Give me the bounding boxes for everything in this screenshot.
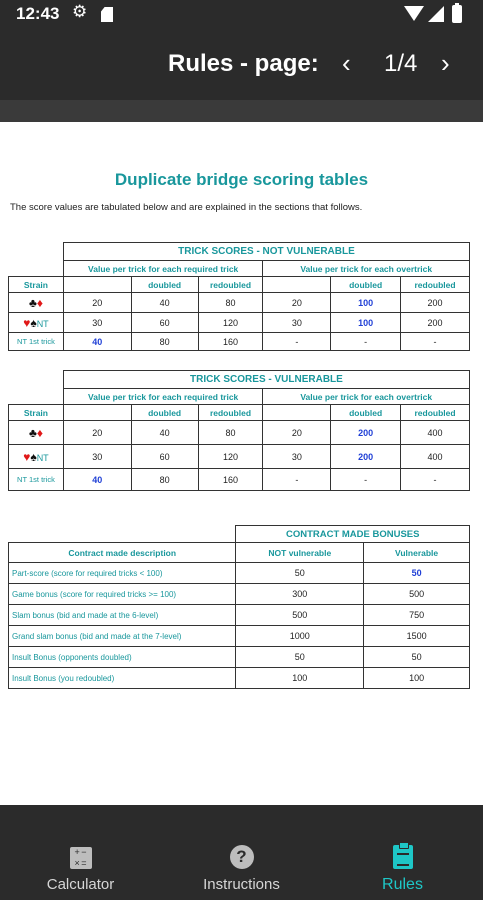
bonus-description: Insult Bonus (you redoubled) [9,668,236,689]
clubs-icon: ♣ [28,295,37,310]
strain-hearts-spades-nt: ♥♠NT [9,445,64,469]
bonus-description: Part-score (score for required tricks < 100) [9,563,236,584]
table-title: CONTRACT MADE BONUSES [236,526,470,543]
score-cell: 200 [331,421,401,445]
status-bar [0,0,483,28]
score-cell: 30 [63,445,131,469]
column-header: NOT vulnerable [236,543,364,563]
score-cell: 200 [401,313,470,333]
bonus-description: Slam bonus (bid and made at the 6-level) [9,605,236,626]
bonus-value: 100 [236,668,364,689]
column-header: Vulnerable [364,543,470,563]
table-row [9,584,470,605]
tab-label: Instructions [203,876,280,893]
score-cell: 160 [198,333,263,351]
bonus-value: 1500 [364,626,470,647]
bonus-value: 300 [236,584,364,605]
hearts-icon: ♥ [23,315,31,330]
score-cell: 80 [131,333,198,351]
score-cell: - [401,333,470,351]
chevron-left-icon[interactable]: ‹ [342,48,351,78]
settings-icon: ⚙ [72,2,88,21]
signal-icon [428,6,444,22]
table-row [9,313,470,333]
toolbar-divider [0,100,483,122]
score-cell: - [263,469,331,491]
column-header: doubled [331,277,401,293]
clubs-icon: ♣ [28,425,37,440]
strain-nt-first-trick: NT 1st trick [9,469,64,491]
spades-icon: ♠ [30,449,37,464]
column-header: Contract made description [9,543,236,563]
bonus-value: 50 [364,563,470,584]
table-row [9,445,470,469]
bonus-value: 50 [236,563,364,584]
column-header: redoubled [401,277,470,293]
sd-card-icon [101,7,113,22]
strain-clubs-diamonds [9,293,64,313]
column-group-header: Value per trick for each required trick [63,389,263,405]
score-cell: 40 [63,469,131,491]
app-bar [0,28,483,100]
score-cell: 30 [263,313,331,333]
bonus-value: 750 [364,605,470,626]
score-cell: 30 [263,445,331,469]
table-row [9,421,470,445]
wifi-icon [404,6,424,21]
column-header [63,277,131,293]
bottom-navigation [0,805,483,900]
score-cell: 160 [198,469,263,491]
score-cell: 40 [63,333,131,351]
column-group-header: Value per trick for each overtrick [263,261,470,277]
page-indicator: 1/4 [384,50,418,77]
trick-scores-not-vulnerable-table [8,242,470,351]
page-title: Rules - page: [168,50,319,77]
score-cell: 100 [331,293,401,313]
table-row [9,333,470,351]
score-cell: 200 [401,293,470,313]
calculator-icon [70,847,92,869]
diamonds-icon: ♦ [36,295,43,310]
tab-calculator[interactable] [0,805,161,900]
chevron-right-icon[interactable]: › [441,48,450,78]
score-cell: 100 [331,313,401,333]
trick-scores-vulnerable-table [8,370,470,491]
score-cell: 120 [198,313,263,333]
strain-header: Strain [9,277,64,293]
bonus-description: Grand slam bonus (bid and made at the 7-level) [9,626,236,647]
column-header: doubled [131,277,198,293]
table-row [9,605,470,626]
score-cell: - [401,469,470,491]
table-title: TRICK SCORES - VULNERABLE [63,371,469,389]
bonus-description: Game bonus (score for required tricks >= 100) [9,584,236,605]
column-header: redoubled [198,277,263,293]
battery-icon [452,5,462,23]
tab-label: Rules [382,876,423,893]
document-intro: The score values are tabulated below and are explained in the sections that follows. [10,202,363,213]
score-cell: 60 [131,445,198,469]
bonus-description: Insult Bonus (opponents doubled) [9,647,236,668]
clipboard-icon [393,845,413,869]
help-icon: ? [230,845,254,869]
score-cell: 20 [63,421,131,445]
score-cell: - [331,333,401,351]
column-header: redoubled [401,405,470,421]
score-cell: 120 [198,445,263,469]
column-header [263,277,331,293]
strain-clubs-diamonds [9,421,64,445]
score-cell: - [263,333,331,351]
tab-instructions[interactable] [161,805,322,900]
document-title: Duplicate bridge scoring tables [114,170,369,189]
bonus-value: 50 [364,647,470,668]
status-time: 12:43 [16,4,60,23]
score-cell: 30 [63,313,131,333]
column-header [263,405,331,421]
hearts-icon: ♥ [23,449,31,464]
score-cell: 200 [331,445,401,469]
contract-bonuses-table [8,525,470,689]
score-cell: 40 [131,293,198,313]
score-cell: 60 [131,313,198,333]
column-header [63,405,131,421]
score-cell: 80 [131,469,198,491]
spades-icon: ♠ [30,315,37,330]
column-group-header: Value per trick for each required trick [63,261,263,277]
column-header: redoubled [198,405,263,421]
table-row [9,626,470,647]
bonus-value: 1000 [236,626,364,647]
table-row [9,563,470,584]
score-cell: 400 [401,445,470,469]
column-header: doubled [131,405,198,421]
column-header: doubled [331,405,401,421]
table-row [9,293,470,313]
strain-nt-first-trick: NT 1st trick [9,333,64,351]
column-group-header: Value per trick for each overtrick [263,389,470,405]
table-title: TRICK SCORES - NOT VULNERABLE [63,243,469,261]
tab-label: Calculator [46,876,115,893]
table-row [9,668,470,689]
score-cell: 80 [198,293,263,313]
score-cell: 80 [198,421,263,445]
diamonds-icon: ♦ [36,425,43,440]
score-cell: - [331,469,401,491]
table-row [9,469,470,491]
score-cell: 20 [263,293,331,313]
bonus-value: 500 [364,584,470,605]
score-cell: 20 [263,421,331,445]
tab-rules[interactable] [322,805,483,900]
bonus-value: 100 [364,668,470,689]
bonus-value: 50 [236,647,364,668]
table-row [9,647,470,668]
rules-document[interactable] [0,122,483,805]
strain-header: Strain [9,405,64,421]
strain-hearts-spades-nt: ♥♠NT [9,313,64,333]
score-cell: 40 [131,421,198,445]
bonus-value: 500 [236,605,364,626]
score-cell: 20 [63,293,131,313]
score-cell: 400 [401,421,470,445]
